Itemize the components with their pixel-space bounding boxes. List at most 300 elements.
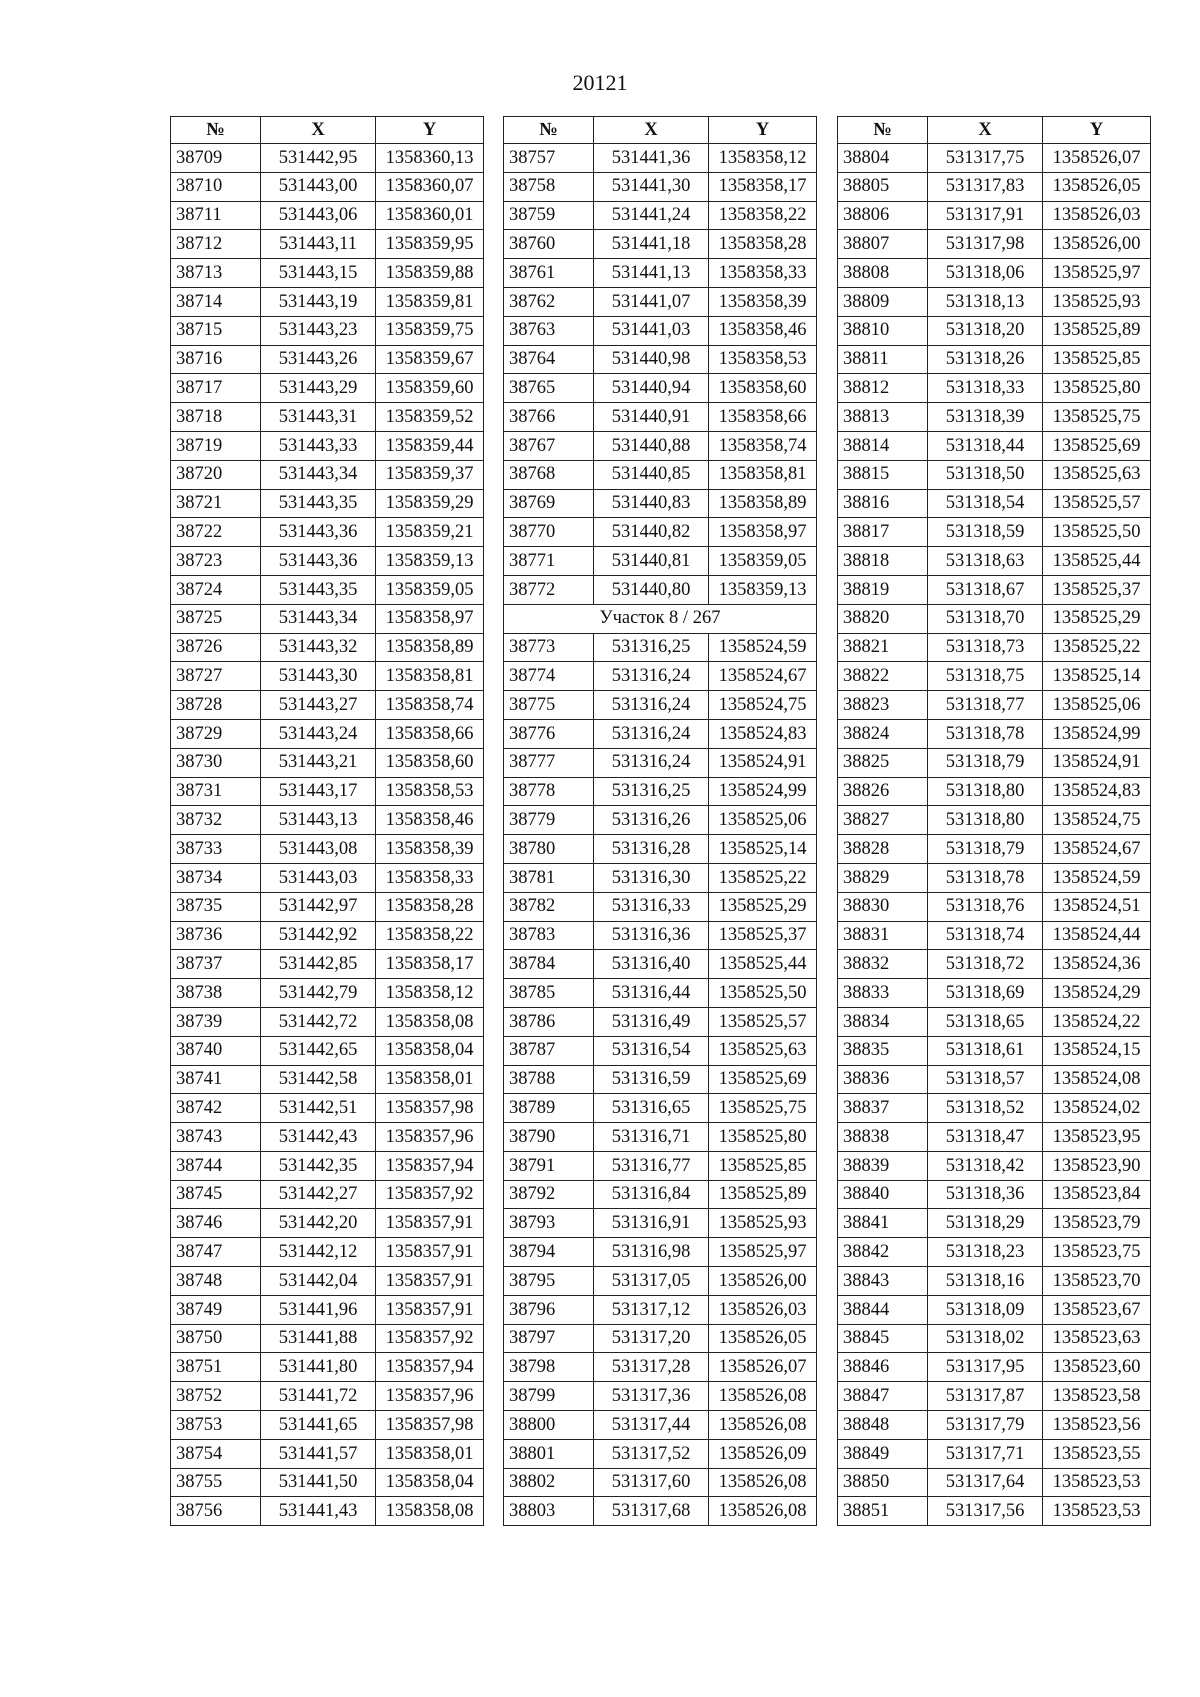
column-header-x: X	[928, 117, 1043, 144]
table-row	[171, 230, 484, 259]
y-coordinate-cell: 1358523,90	[1043, 1151, 1151, 1180]
table-row	[171, 1007, 484, 1036]
point-number-cell: 38839	[838, 1151, 928, 1180]
point-number-cell: 38709	[171, 144, 261, 173]
point-number-cell: 38794	[504, 1238, 594, 1267]
table-row	[504, 950, 817, 979]
x-coordinate-cell: 531441,50	[261, 1468, 376, 1497]
x-coordinate-cell: 531442,85	[261, 950, 376, 979]
y-coordinate-cell: 1358359,52	[376, 403, 484, 432]
point-number-cell: 38843	[838, 1267, 928, 1296]
point-number-cell: 38734	[171, 863, 261, 892]
x-coordinate-cell: 531317,52	[594, 1439, 709, 1468]
point-number-cell: 38791	[504, 1151, 594, 1180]
x-coordinate-cell: 531318,54	[928, 489, 1043, 518]
y-coordinate-cell: 1358526,08	[709, 1468, 817, 1497]
point-number-cell: 38798	[504, 1353, 594, 1382]
table-row	[838, 431, 1151, 460]
point-number-cell: 38813	[838, 403, 928, 432]
y-coordinate-cell: 1358525,75	[709, 1094, 817, 1123]
point-number-cell: 38805	[838, 172, 928, 201]
column-header-number: №	[504, 117, 594, 144]
x-coordinate-cell: 531441,36	[594, 144, 709, 173]
point-number-cell: 38767	[504, 431, 594, 460]
point-number-cell: 38788	[504, 1065, 594, 1094]
x-coordinate-cell: 531318,73	[928, 633, 1043, 662]
y-coordinate-cell: 1358526,07	[709, 1353, 817, 1382]
table-row	[838, 1065, 1151, 1094]
table-row	[504, 1439, 817, 1468]
point-number-cell: 38770	[504, 518, 594, 547]
point-number-cell: 38712	[171, 230, 261, 259]
y-coordinate-cell: 1358525,57	[709, 1007, 817, 1036]
point-number-cell: 38742	[171, 1094, 261, 1123]
y-coordinate-cell: 1358525,63	[1043, 460, 1151, 489]
y-coordinate-cell: 1358525,97	[709, 1238, 817, 1267]
table-row	[504, 892, 817, 921]
point-number-cell: 38740	[171, 1036, 261, 1065]
y-coordinate-cell: 1358526,00	[709, 1267, 817, 1296]
x-coordinate-cell: 531317,71	[928, 1439, 1043, 1468]
point-number-cell: 38844	[838, 1295, 928, 1324]
y-coordinate-cell: 1358357,94	[376, 1353, 484, 1382]
y-coordinate-cell: 1358524,99	[709, 777, 817, 806]
point-number-cell: 38824	[838, 719, 928, 748]
point-number-cell: 38786	[504, 1007, 594, 1036]
point-number-cell: 38851	[838, 1497, 928, 1526]
y-coordinate-cell: 1358358,39	[709, 287, 817, 316]
point-number-cell: 38830	[838, 892, 928, 921]
y-coordinate-cell: 1358358,66	[376, 719, 484, 748]
y-coordinate-cell: 1358359,21	[376, 518, 484, 547]
table-row	[171, 1209, 484, 1238]
point-number-cell: 38842	[838, 1238, 928, 1267]
point-number-cell: 38819	[838, 575, 928, 604]
table-row	[171, 287, 484, 316]
x-coordinate-cell: 531441,43	[261, 1497, 376, 1526]
y-coordinate-cell: 1358525,85	[1043, 345, 1151, 374]
y-coordinate-cell: 1358525,44	[1043, 547, 1151, 576]
y-coordinate-cell: 1358358,01	[376, 1439, 484, 1468]
y-coordinate-cell: 1358524,91	[709, 748, 817, 777]
table-row	[838, 230, 1151, 259]
y-coordinate-cell: 1358524,83	[709, 719, 817, 748]
point-number-cell: 38759	[504, 201, 594, 230]
x-coordinate-cell: 531318,59	[928, 518, 1043, 547]
x-coordinate-cell: 531443,35	[261, 575, 376, 604]
y-coordinate-cell: 1358358,08	[376, 1007, 484, 1036]
y-coordinate-cell: 1358357,96	[376, 1382, 484, 1411]
y-coordinate-cell: 1358523,53	[1043, 1497, 1151, 1526]
point-number-cell: 38779	[504, 806, 594, 835]
table-row	[171, 1382, 484, 1411]
y-coordinate-cell: 1358525,80	[709, 1123, 817, 1152]
table-row	[504, 1209, 817, 1238]
point-number-cell: 38731	[171, 777, 261, 806]
x-coordinate-cell: 531441,57	[261, 1439, 376, 1468]
table-row	[504, 1180, 817, 1209]
y-coordinate-cell: 1358358,60	[376, 748, 484, 777]
x-coordinate-cell: 531441,65	[261, 1411, 376, 1440]
point-number-cell: 38776	[504, 719, 594, 748]
table-row	[504, 921, 817, 950]
y-coordinate-cell: 1358523,84	[1043, 1180, 1151, 1209]
point-number-cell: 38825	[838, 748, 928, 777]
y-coordinate-cell: 1358524,51	[1043, 892, 1151, 921]
table-row	[171, 403, 484, 432]
y-coordinate-cell: 1358524,75	[709, 691, 817, 720]
y-coordinate-cell: 1358358,60	[709, 374, 817, 403]
point-number-cell: 38762	[504, 287, 594, 316]
y-coordinate-cell: 1358525,22	[709, 863, 817, 892]
table-row	[838, 979, 1151, 1008]
point-number-cell: 38739	[171, 1007, 261, 1036]
y-coordinate-cell: 1358357,91	[376, 1295, 484, 1324]
table-row	[171, 1151, 484, 1180]
x-coordinate-cell: 531317,28	[594, 1353, 709, 1382]
point-number-cell: 38711	[171, 201, 261, 230]
x-coordinate-cell: 531318,61	[928, 1036, 1043, 1065]
y-coordinate-cell: 1358526,00	[1043, 230, 1151, 259]
point-number-cell: 38831	[838, 921, 928, 950]
x-coordinate-cell: 531318,20	[928, 316, 1043, 345]
point-number-cell: 38822	[838, 662, 928, 691]
y-coordinate-cell: 1358523,53	[1043, 1468, 1151, 1497]
x-coordinate-cell: 531441,24	[594, 201, 709, 230]
point-number-cell: 38764	[504, 345, 594, 374]
y-coordinate-cell: 1358359,60	[376, 374, 484, 403]
y-coordinate-cell: 1358525,80	[1043, 374, 1151, 403]
table-row	[838, 575, 1151, 604]
x-coordinate-cell: 531317,87	[928, 1382, 1043, 1411]
y-coordinate-cell: 1358525,89	[709, 1180, 817, 1209]
point-number-cell: 38755	[171, 1468, 261, 1497]
y-coordinate-cell: 1358357,98	[376, 1411, 484, 1440]
section-row	[504, 604, 817, 633]
point-number-cell: 38727	[171, 662, 261, 691]
y-coordinate-cell: 1358357,91	[376, 1267, 484, 1296]
x-coordinate-cell: 531316,54	[594, 1036, 709, 1065]
x-coordinate-cell: 531318,80	[928, 806, 1043, 835]
point-number-cell: 38719	[171, 431, 261, 460]
y-coordinate-cell: 1358525,44	[709, 950, 817, 979]
point-number-cell: 38806	[838, 201, 928, 230]
x-coordinate-cell: 531316,91	[594, 1209, 709, 1238]
point-number-cell: 38801	[504, 1439, 594, 1468]
x-coordinate-cell: 531318,09	[928, 1295, 1043, 1324]
table-row	[838, 316, 1151, 345]
point-number-cell: 38845	[838, 1324, 928, 1353]
table-row	[171, 316, 484, 345]
point-number-cell: 38785	[504, 979, 594, 1008]
y-coordinate-cell: 1358358,28	[376, 892, 484, 921]
x-coordinate-cell: 531318,79	[928, 835, 1043, 864]
y-coordinate-cell: 1358524,67	[1043, 835, 1151, 864]
x-coordinate-cell: 531443,15	[261, 259, 376, 288]
point-number-cell: 38773	[504, 633, 594, 662]
x-coordinate-cell: 531318,06	[928, 259, 1043, 288]
y-coordinate-cell: 1358523,58	[1043, 1382, 1151, 1411]
table-row	[171, 604, 484, 633]
point-number-cell: 38738	[171, 979, 261, 1008]
y-coordinate-cell: 1358359,05	[376, 575, 484, 604]
x-coordinate-cell: 531443,06	[261, 201, 376, 230]
table-row	[504, 863, 817, 892]
table-row	[504, 662, 817, 691]
table-row	[504, 144, 817, 173]
column-header-number: №	[171, 117, 261, 144]
x-coordinate-cell: 531318,36	[928, 1180, 1043, 1209]
x-coordinate-cell: 531317,64	[928, 1468, 1043, 1497]
page-number: 20121	[572, 70, 628, 95]
x-coordinate-cell: 531316,30	[594, 863, 709, 892]
table-row	[171, 1238, 484, 1267]
y-coordinate-cell: 1358525,93	[1043, 287, 1151, 316]
table-row	[171, 1094, 484, 1123]
y-coordinate-cell: 1358526,05	[1043, 172, 1151, 201]
point-number-cell: 38745	[171, 1180, 261, 1209]
x-coordinate-cell: 531442,58	[261, 1065, 376, 1094]
y-coordinate-cell: 1358359,29	[376, 489, 484, 518]
point-number-cell: 38733	[171, 835, 261, 864]
y-coordinate-cell: 1358526,08	[709, 1411, 817, 1440]
point-number-cell: 38774	[504, 662, 594, 691]
x-coordinate-cell: 531316,98	[594, 1238, 709, 1267]
y-coordinate-cell: 1358525,37	[709, 921, 817, 950]
table-row	[504, 806, 817, 835]
table-row	[504, 1382, 817, 1411]
table-row	[504, 316, 817, 345]
point-number-cell: 38763	[504, 316, 594, 345]
x-coordinate-cell: 531443,30	[261, 662, 376, 691]
table-row	[504, 1036, 817, 1065]
x-coordinate-cell: 531318,77	[928, 691, 1043, 720]
x-coordinate-cell: 531443,00	[261, 172, 376, 201]
point-number-cell: 38736	[171, 921, 261, 950]
table-row	[171, 892, 484, 921]
x-coordinate-cell: 531318,79	[928, 748, 1043, 777]
y-coordinate-cell: 1358526,08	[709, 1497, 817, 1526]
point-number-cell: 38756	[171, 1497, 261, 1526]
x-coordinate-cell: 531318,02	[928, 1324, 1043, 1353]
x-coordinate-cell: 531318,52	[928, 1094, 1043, 1123]
coordinates-table-1	[170, 116, 484, 1526]
table-row	[838, 1209, 1151, 1238]
y-coordinate-cell: 1358359,37	[376, 460, 484, 489]
point-number-cell: 38744	[171, 1151, 261, 1180]
table-row	[504, 287, 817, 316]
point-number-cell: 38804	[838, 144, 928, 173]
point-number-cell: 38765	[504, 374, 594, 403]
table-row	[838, 547, 1151, 576]
table-row	[171, 863, 484, 892]
point-number-cell: 38749	[171, 1295, 261, 1324]
y-coordinate-cell: 1358357,91	[376, 1238, 484, 1267]
y-coordinate-cell: 1358524,59	[709, 633, 817, 662]
y-coordinate-cell: 1358358,53	[376, 777, 484, 806]
point-number-cell: 38717	[171, 374, 261, 403]
x-coordinate-cell: 531316,71	[594, 1123, 709, 1152]
y-coordinate-cell: 1358359,13	[709, 575, 817, 604]
column-header-y: Y	[1043, 117, 1151, 144]
table-row	[171, 1497, 484, 1526]
x-coordinate-cell: 531316,36	[594, 921, 709, 950]
point-number-cell: 38766	[504, 403, 594, 432]
section-title: Участок 8 / 267	[504, 604, 817, 633]
table-row	[838, 374, 1151, 403]
table-row	[504, 230, 817, 259]
x-coordinate-cell: 531441,88	[261, 1324, 376, 1353]
y-coordinate-cell: 1358523,63	[1043, 1324, 1151, 1353]
y-coordinate-cell: 1358525,50	[709, 979, 817, 1008]
x-coordinate-cell: 531317,98	[928, 230, 1043, 259]
point-number-cell: 38784	[504, 950, 594, 979]
table-row	[504, 1324, 817, 1353]
table-row	[504, 719, 817, 748]
table-row	[504, 259, 817, 288]
point-number-cell: 38795	[504, 1267, 594, 1296]
x-coordinate-cell: 531443,11	[261, 230, 376, 259]
point-number-cell: 38730	[171, 748, 261, 777]
y-coordinate-cell: 1358525,06	[709, 806, 817, 835]
x-coordinate-cell: 531316,25	[594, 633, 709, 662]
table-row	[171, 547, 484, 576]
y-coordinate-cell: 1358360,13	[376, 144, 484, 173]
point-number-cell: 38757	[504, 144, 594, 173]
y-coordinate-cell: 1358524,99	[1043, 719, 1151, 748]
point-number-cell: 38735	[171, 892, 261, 921]
point-number-cell: 38789	[504, 1094, 594, 1123]
table-row	[838, 806, 1151, 835]
y-coordinate-cell: 1358524,36	[1043, 950, 1151, 979]
x-coordinate-cell: 531443,19	[261, 287, 376, 316]
x-coordinate-cell: 531318,42	[928, 1151, 1043, 1180]
x-coordinate-cell: 531443,24	[261, 719, 376, 748]
table-row	[171, 748, 484, 777]
x-coordinate-cell: 531443,36	[261, 518, 376, 547]
table-row	[838, 1353, 1151, 1382]
table-row	[838, 892, 1151, 921]
x-coordinate-cell: 531318,26	[928, 345, 1043, 374]
table-row	[504, 489, 817, 518]
x-coordinate-cell: 531316,26	[594, 806, 709, 835]
y-coordinate-cell: 1358525,37	[1043, 575, 1151, 604]
x-coordinate-cell: 531318,57	[928, 1065, 1043, 1094]
y-coordinate-cell: 1358359,13	[376, 547, 484, 576]
column-header-y: Y	[709, 117, 817, 144]
y-coordinate-cell: 1358525,29	[1043, 604, 1151, 633]
table-row	[504, 172, 817, 201]
y-coordinate-cell: 1358525,93	[709, 1209, 817, 1238]
y-coordinate-cell: 1358526,07	[1043, 144, 1151, 173]
table-row	[504, 201, 817, 230]
y-coordinate-cell: 1358358,04	[376, 1036, 484, 1065]
table-row	[838, 1007, 1151, 1036]
table-row	[838, 1094, 1151, 1123]
point-number-cell: 38823	[838, 691, 928, 720]
table-row	[504, 345, 817, 374]
point-number-cell: 38796	[504, 1295, 594, 1324]
point-number-cell: 38838	[838, 1123, 928, 1152]
x-coordinate-cell: 531318,75	[928, 662, 1043, 691]
column-header-x: X	[594, 117, 709, 144]
x-coordinate-cell: 531441,13	[594, 259, 709, 288]
table-row	[838, 1036, 1151, 1065]
point-number-cell: 38810	[838, 316, 928, 345]
point-number-cell: 38832	[838, 950, 928, 979]
table-row	[504, 460, 817, 489]
table-row	[838, 1439, 1151, 1468]
x-coordinate-cell: 531442,95	[261, 144, 376, 173]
y-coordinate-cell: 1358525,57	[1043, 489, 1151, 518]
table-row	[171, 144, 484, 173]
x-coordinate-cell: 531440,98	[594, 345, 709, 374]
table-row	[171, 950, 484, 979]
y-coordinate-cell: 1358524,83	[1043, 777, 1151, 806]
point-number-cell: 38741	[171, 1065, 261, 1094]
point-number-cell: 38783	[504, 921, 594, 950]
point-number-cell: 38840	[838, 1180, 928, 1209]
point-number-cell: 38746	[171, 1209, 261, 1238]
y-coordinate-cell: 1358358,12	[709, 144, 817, 173]
y-coordinate-cell: 1358526,05	[709, 1324, 817, 1353]
y-coordinate-cell: 1358358,81	[376, 662, 484, 691]
table-row	[504, 431, 817, 460]
x-coordinate-cell: 531318,39	[928, 403, 1043, 432]
x-coordinate-cell: 531443,27	[261, 691, 376, 720]
x-coordinate-cell: 531316,44	[594, 979, 709, 1008]
table-header-row	[838, 117, 1151, 144]
table-row	[838, 863, 1151, 892]
point-number-cell: 38799	[504, 1382, 594, 1411]
y-coordinate-cell: 1358358,12	[376, 979, 484, 1008]
coordinates-table-2	[503, 116, 817, 1526]
x-coordinate-cell: 531442,72	[261, 1007, 376, 1036]
table-row	[171, 259, 484, 288]
y-coordinate-cell: 1358525,14	[1043, 662, 1151, 691]
point-number-cell: 38710	[171, 172, 261, 201]
y-coordinate-cell: 1358359,75	[376, 316, 484, 345]
table-row	[171, 1353, 484, 1382]
x-coordinate-cell: 531316,33	[594, 892, 709, 921]
table-row	[171, 1180, 484, 1209]
x-coordinate-cell: 531318,16	[928, 1267, 1043, 1296]
point-number-cell: 38821	[838, 633, 928, 662]
y-coordinate-cell: 1358357,92	[376, 1180, 484, 1209]
table-row	[171, 662, 484, 691]
column-header-x: X	[261, 117, 376, 144]
table-row	[171, 719, 484, 748]
y-coordinate-cell: 1358523,60	[1043, 1353, 1151, 1382]
x-coordinate-cell: 531318,80	[928, 777, 1043, 806]
table-row	[171, 201, 484, 230]
point-number-cell: 38778	[504, 777, 594, 806]
table-row	[838, 604, 1151, 633]
point-number-cell: 38737	[171, 950, 261, 979]
point-number-cell: 38751	[171, 1353, 261, 1382]
point-number-cell: 38754	[171, 1439, 261, 1468]
x-coordinate-cell: 531441,96	[261, 1295, 376, 1324]
x-coordinate-cell: 531443,08	[261, 835, 376, 864]
x-coordinate-cell: 531442,35	[261, 1151, 376, 1180]
point-number-cell: 38809	[838, 287, 928, 316]
point-number-cell: 38834	[838, 1007, 928, 1036]
table-row	[504, 777, 817, 806]
x-coordinate-cell: 531442,92	[261, 921, 376, 950]
table-row	[171, 1411, 484, 1440]
table-row	[171, 1295, 484, 1324]
table-row	[504, 979, 817, 1008]
